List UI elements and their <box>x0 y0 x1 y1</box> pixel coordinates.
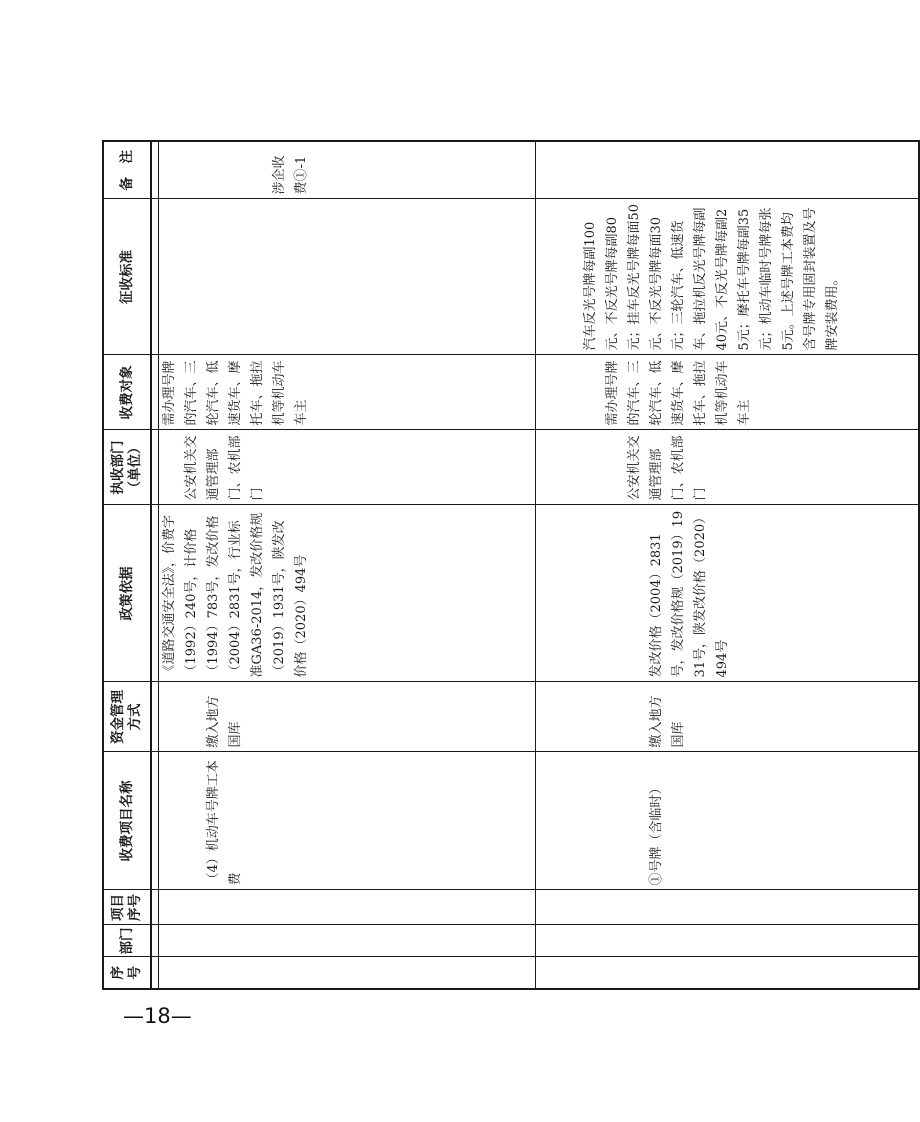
cell-payer: 需办理号牌的汽车、三轮汽车、低速货车、摩托车、拖拉机等机动车车主 <box>536 355 920 430</box>
header-fee-name: 收费项目名称 <box>103 752 151 890</box>
cell-standard: 汽车反光号牌每副100元、不反光号牌每副80元；挂车反光号牌每面50元、不反光号牌每面30元；三轮汽车、低速货车、拖拉机反光号牌每副40元、不反光号牌每副25元；摩托车号牌每副35元；机动车临时号牌每张5元。上述号牌工本费均含号牌专用固封装置及号牌安装费用。 <box>536 199 920 355</box>
header-agency: 执收部门（单位） <box>103 430 151 505</box>
spacer-cell <box>151 141 159 199</box>
cell-dept <box>536 925 920 957</box>
page-number: —18— <box>123 1004 192 1028</box>
spacer-cell <box>151 925 159 957</box>
cell-policy: 《道路交通安全法》，价费字（1992）240号，计价格（1994）783号，发改价格（2004）2831号，行业标准GA36-2014，发改价格规（2019）1931号，陕发改价格（2020）494号 <box>159 505 536 682</box>
header-item-seq: 项目序号 <box>103 890 151 925</box>
cell-item-seq <box>159 890 536 925</box>
cell-agency: 公安机关交通管理部门、农机部门 <box>159 430 536 505</box>
header-remarks: 备 注 <box>103 141 151 199</box>
table-header-row <box>103 141 151 989</box>
cell-remarks: 涉企收费①-1 <box>159 141 536 199</box>
spacer-cell <box>151 957 159 989</box>
table-row <box>159 141 536 989</box>
cell-fee-name: （4）机动车号牌工本费 <box>159 752 536 890</box>
spacer-cell <box>151 199 159 355</box>
cell-payer: 需办理号牌的汽车、三轮汽车、低速货车、摩托车、拖拉机等机动车车主 <box>159 355 536 430</box>
cell-agency: 公安机关交通管理部门、农机部门 <box>536 430 920 505</box>
cell-seq <box>159 957 536 989</box>
header-seq: 序号 <box>103 957 151 989</box>
rotated-page-content <box>102 142 840 990</box>
cell-fee-name: ①号牌（含临时） <box>536 752 920 890</box>
header-fund-mgmt: 资金管理方式 <box>103 682 151 752</box>
header-standard: 征收标准 <box>103 199 151 355</box>
spacer-cell <box>151 430 159 505</box>
cell-seq <box>536 957 920 989</box>
spacer-cell <box>151 355 159 430</box>
spacer-cell <box>151 682 159 752</box>
cell-policy: 发改价格（2004）2831号，发改价格规（2019）1931号，陕发改价格（2020）494号 <box>536 505 920 682</box>
spacer-row <box>151 141 159 989</box>
cell-fund-mgmt: 缴入地方国库 <box>159 682 536 752</box>
cell-item-seq <box>536 890 920 925</box>
cell-fund-mgmt: 缴入地方国库 <box>536 682 920 752</box>
spacer-cell <box>151 890 159 925</box>
spacer-cell <box>151 752 159 890</box>
fee-table <box>102 140 920 990</box>
header-policy: 政策依据 <box>103 505 151 682</box>
cell-remarks <box>536 141 920 199</box>
header-dept: 部门 <box>103 925 151 957</box>
header-payer: 收费对象 <box>103 355 151 430</box>
cell-standard <box>159 199 536 355</box>
spacer-cell <box>151 505 159 682</box>
fee-table-container <box>102 142 840 990</box>
table-row <box>536 141 920 989</box>
cell-dept <box>159 925 536 957</box>
